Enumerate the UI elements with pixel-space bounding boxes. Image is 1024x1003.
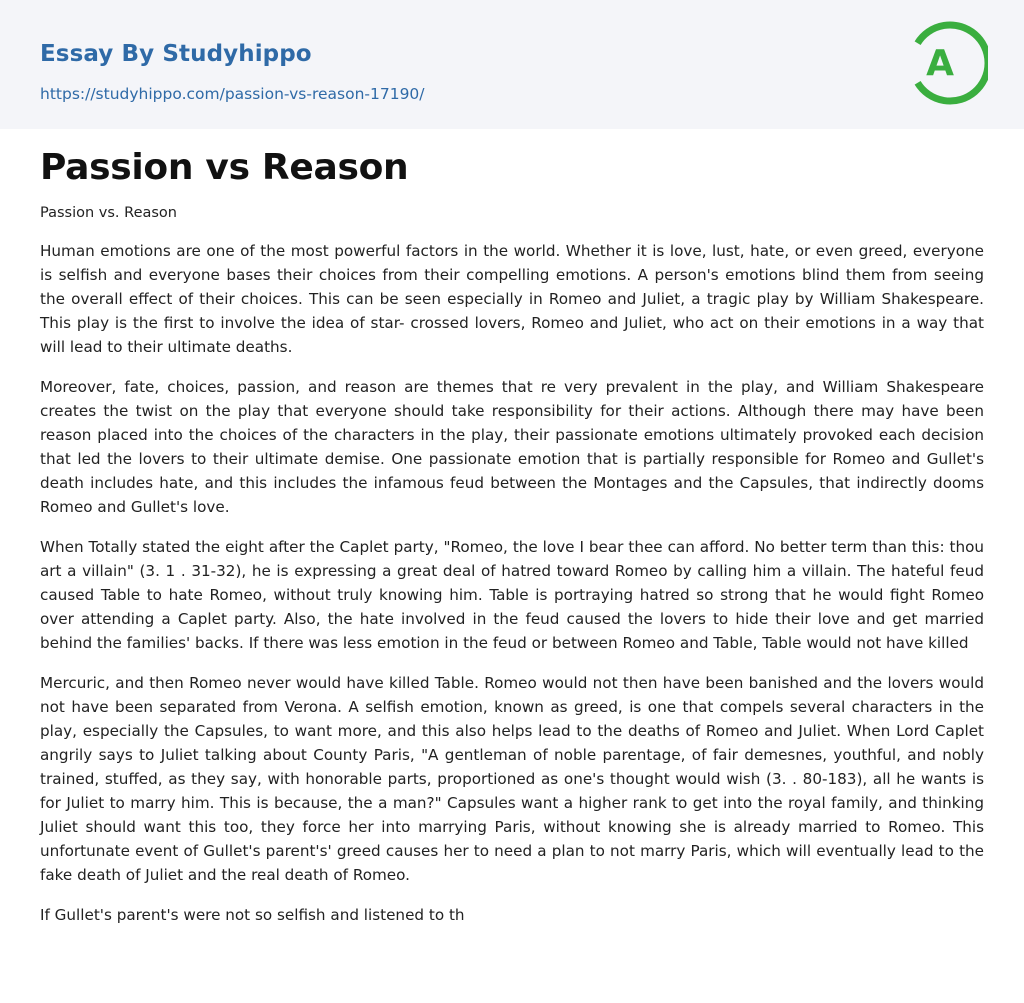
- studyhippo-logo-icon[interactable]: [910, 19, 988, 107]
- paragraph: Moreover, fate, choices, passion, and reason are themes that re very prevalent in the play, and William Shakespeare creates the twist on the play that everyone should take responsibility for their actions. Although there may have been reason placed into the choices of the characters in the play, their passionate emotions ultimately provoked each decision that led the lovers to their ultimate demise. One passionate emotion that is partially responsible for Romeo and Gullet's death includes hate, and this includes the infamous feud between the Montages and the Capsules, that indirectly dooms Romeo and Gullet's love.: [40, 378, 984, 516]
- article-subtitle: Passion vs. Reason: [40, 205, 177, 221]
- logo-graphic: [910, 19, 988, 107]
- page-url-link[interactable]: https://studyhippo.com/passion-vs-reason-17190/: [40, 85, 425, 103]
- paragraph: When Totally stated the eight after the Caplet party, "Romeo, the love I bear thee can afford. No better term than this: thou art a villain" (3. 1 . 31-32), he is expressing a great deal of hatred toward Romeo by calling him a villain. The hateful feud caused Table to hate Romeo, without truly knowing him. Table is portraying hatred so strong that he would fight Romeo over attending a Caplet party. Also, the hate involved in the feud caused the lovers to hide their love and get married behind the families' backs. If there was less emotion in the feud or between Romeo and Table, Table would not have killed: [40, 538, 984, 652]
- paragraph: Mercuric, and then Romeo never would have killed Table. Romeo would not then have been banished and the lovers would not have been separated from Verona. A selfish emotion, known as greed, is one that compels several characters in the play, especially the Capsules, to want more, and this also helps lead to the deaths of Romeo and Juliet. When Lord Caplet angrily says to Juliet talking about County Paris, "A gentleman of noble parentage, of fair demesnes, youthful, and nobly trained, stuffed, as they say, with honorable parts, proportioned as one's thought would wish (3. . 80-183), all he wants is for Juliet to marry him. This is because, the a man?" Capsules want a higher rank to get into the royal family, and thinking Juliet should want this too, they force her into marrying Paris, without knowing she is already married to Romeo. This unfortunate event of Gullet's parent's' greed causes her to need a plan to not marry Paris, which will eventually lead to the fake death of Juliet and the real death of Romeo.: [40, 674, 984, 884]
- logo-letter: A: [926, 43, 954, 84]
- page-title: Passion vs Reason: [40, 147, 409, 188]
- paragraph: If Gullet's parent's were not so selfish and listened to th: [40, 906, 465, 924]
- article: [0, 129, 1024, 927]
- site-brand[interactable]: Essay By Studyhippo: [40, 41, 312, 67]
- site-header: [0, 0, 1024, 129]
- paragraph: Human emotions are one of the most powerful factors in the world. Whether it is love, lust, hate, or even greed, everyone is selfish and everyone bases their choices from their compelling emotions. A person's emotions blind them from seeing the overall effect of their choices. This can be seen especially in Romeo and Juliet, a tragic play by William Shakespeare. This play is the first to involve the idea of star- crossed lovers, Romeo and Juliet, who act on their emotions in a way that will lead to their ultimate deaths.: [40, 242, 984, 356]
